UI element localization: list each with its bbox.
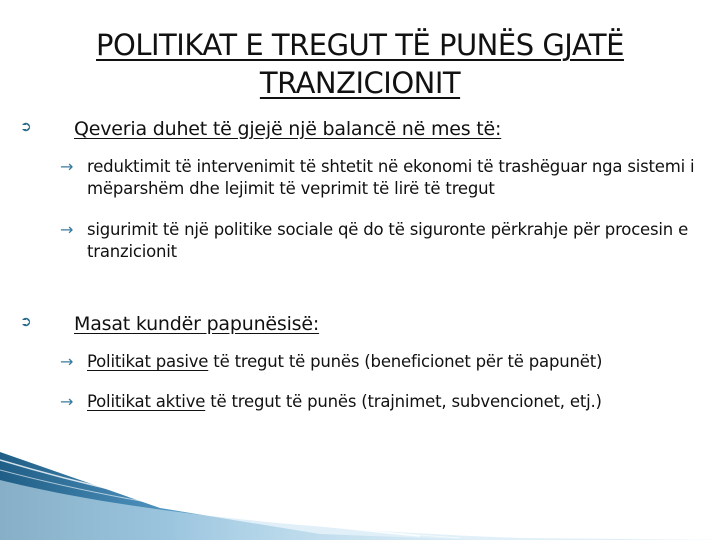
sub-bullet-text-4	[87, 391, 700, 413]
circled-arrow-icon: ➲	[20, 314, 32, 330]
sub-bullet-rest: të tregut të punës (beneficionet për të papunët)	[208, 352, 603, 371]
arrow-right-icon: →	[60, 220, 74, 239]
underlined-term: Politikat aktive	[87, 392, 206, 411]
decorative-wave	[0, 450, 720, 540]
sub-bullet-text-2: sigurimit të një politike sociale që do të siguronte përkrahje për procesin e tranzicionit	[87, 220, 689, 261]
sub-bullet-2	[60, 219, 700, 263]
bullet-text-1: Qeveria duhet të gjejë një balancë në mes të:	[74, 118, 502, 140]
circled-arrow-icon: ➲	[20, 119, 32, 135]
underlined-term: Politikat pasive	[87, 352, 209, 371]
sub-bullet-4	[60, 391, 700, 413]
slide-title-line-2: TRANZICIONIT	[259, 66, 461, 100]
sub-bullet-text-1: reduktimit të intervenimit të shtetit në ekonomi të trashëguar nga sistemi i mëparshëm dhe lejimit të veprimit të lirë të tregut	[87, 157, 695, 198]
sub-bullet-3	[60, 351, 700, 373]
sub-bullet-rest: të tregut të punës (trajnimet, subvencionet, etj.)	[205, 392, 602, 411]
slide-title	[40, 26, 680, 102]
sub-bullet-1	[60, 156, 700, 200]
arrow-right-icon: →	[60, 352, 74, 371]
bullet-text-2: Masat kundër papunësisë:	[74, 313, 320, 335]
arrow-right-icon: →	[60, 392, 74, 411]
sub-bullet-text-3	[87, 351, 700, 373]
arrow-right-icon: →	[60, 157, 74, 176]
slide-title-line-1: POLITIKAT E TREGUT TË PUNËS GJATË	[96, 28, 624, 62]
